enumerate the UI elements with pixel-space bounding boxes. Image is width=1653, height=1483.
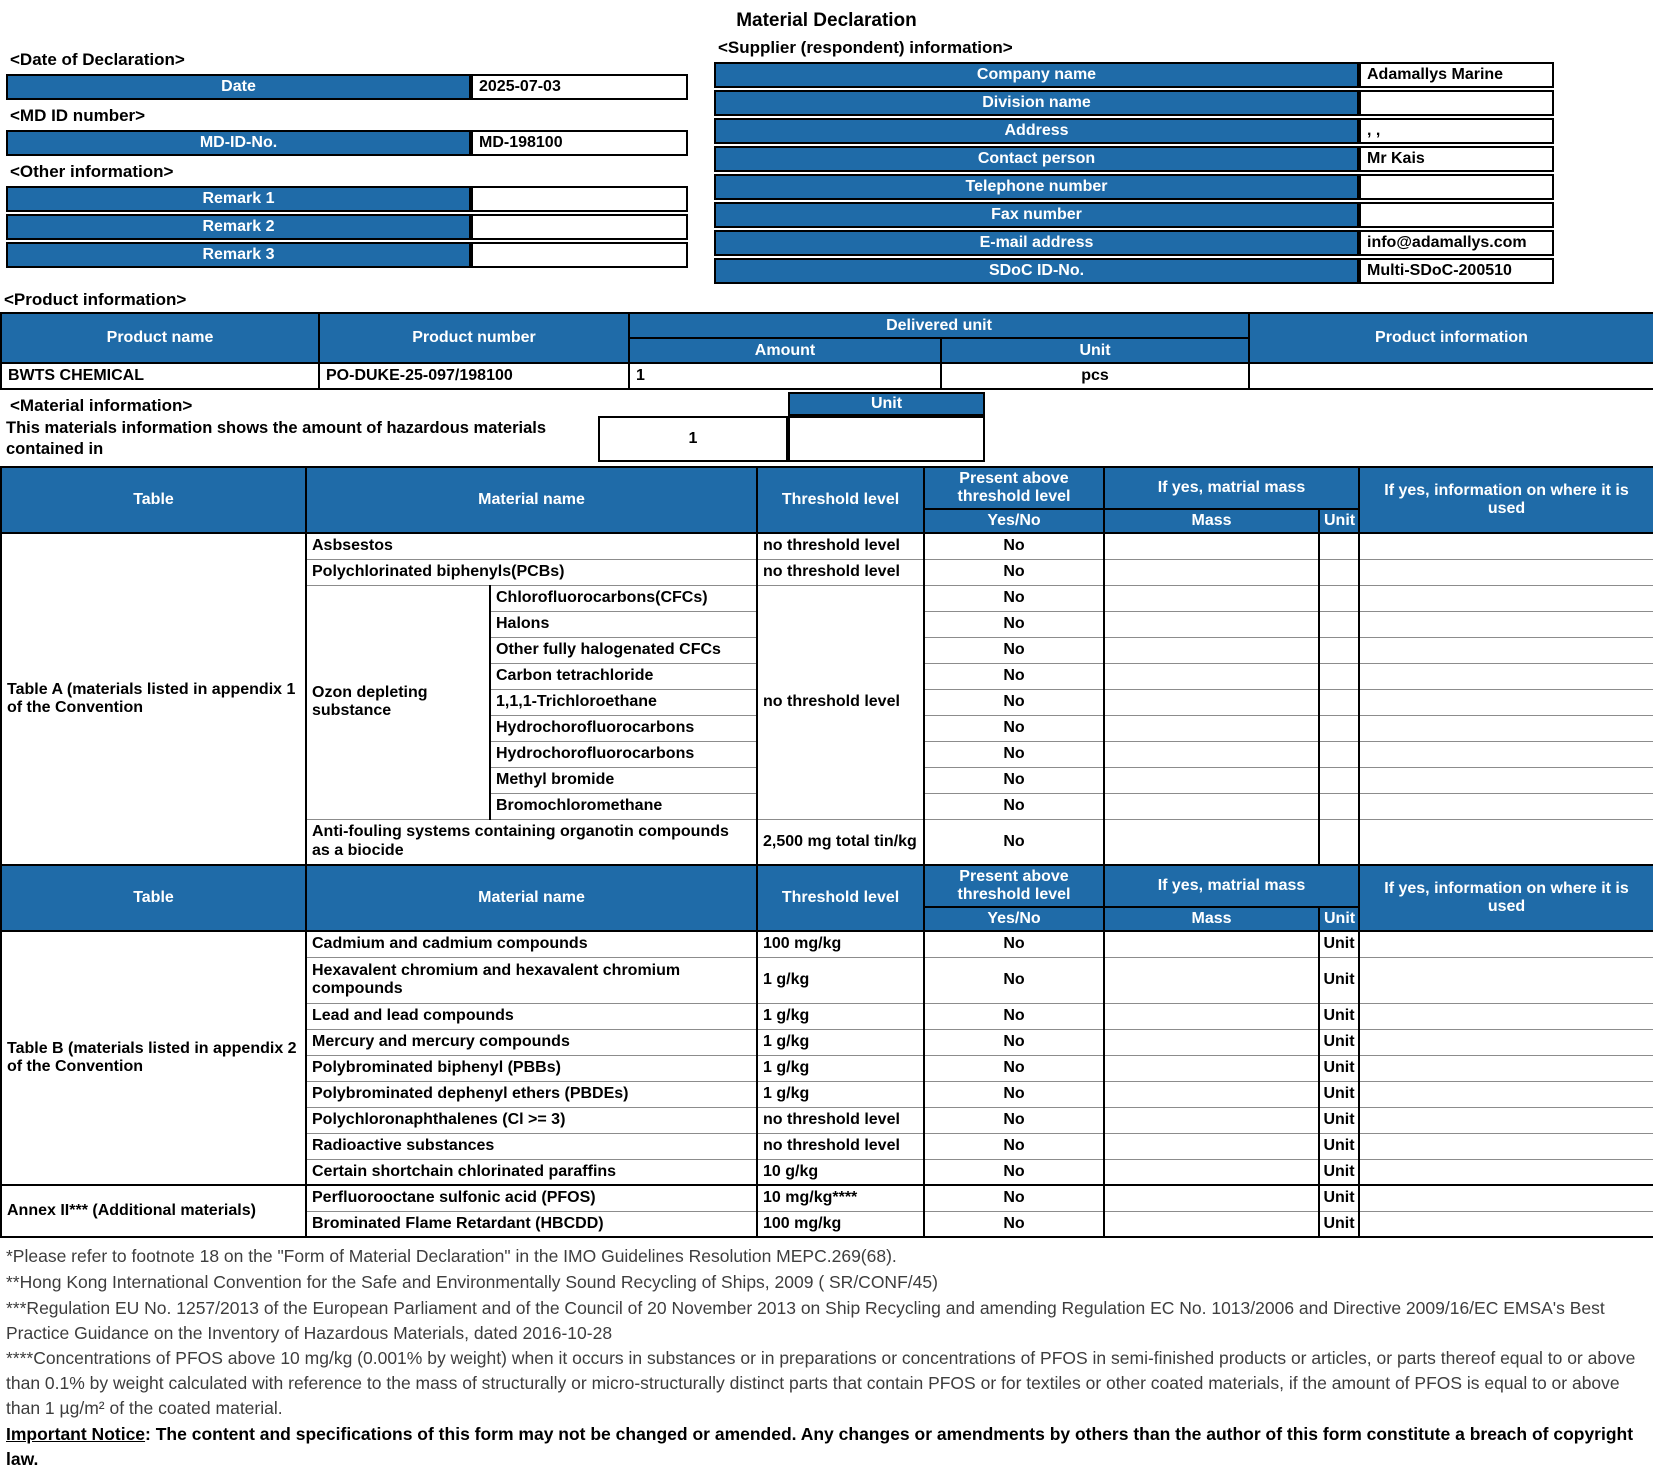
mass-field[interactable] — [1104, 957, 1319, 1003]
table-b-label: Table B (materials listed in appendix 2 of the Convention — [1, 931, 306, 1185]
threshold-cell: 10 g/kg — [757, 1159, 924, 1185]
material-name-cell: Methyl bromide — [490, 767, 757, 793]
col-header-material-name: Material name — [306, 865, 757, 931]
material-name-cell: 1,1,1-Trichloroethane — [490, 689, 757, 715]
where-used-field[interactable] — [1359, 931, 1653, 957]
where-used-field[interactable] — [1359, 611, 1653, 637]
unit-field[interactable] — [1319, 637, 1359, 663]
where-used-field[interactable] — [1359, 767, 1653, 793]
present-field[interactable]: No — [924, 663, 1104, 689]
material-name-cell: Other fully halogenated CFCs — [490, 637, 757, 663]
sdoc-id-field[interactable]: Multi-SDoC-200510 — [1359, 258, 1554, 284]
present-field[interactable]: No — [924, 533, 1104, 559]
col-header-table: Table — [1, 467, 306, 533]
unit-field[interactable]: Unit — [1319, 931, 1359, 957]
unit-cell[interactable]: pcs — [941, 363, 1249, 389]
col-header-present: Present above threshold level — [924, 865, 1104, 907]
present-field[interactable]: No — [924, 819, 1104, 865]
col-header-yes-no: Yes/No — [924, 509, 1104, 533]
where-used-field[interactable] — [1359, 1211, 1653, 1237]
where-used-field[interactable] — [1359, 585, 1653, 611]
material-name-cell: Carbon tetrachloride — [490, 663, 757, 689]
col-header-mass: Mass — [1104, 907, 1319, 931]
unit-field[interactable] — [1319, 663, 1359, 689]
threshold-cell: 100 mg/kg — [757, 1211, 924, 1237]
mass-field[interactable] — [1104, 767, 1319, 793]
unit-field[interactable]: Unit — [1319, 1159, 1359, 1185]
col-header-material-name: Material name — [306, 467, 757, 533]
mass-field[interactable] — [1104, 1185, 1319, 1211]
unit-field[interactable] — [1319, 533, 1359, 559]
contact-person-field[interactable]: Mr Kais — [1359, 146, 1554, 172]
material-name-cell: Polychlorinated biphenyls(PCBs) — [306, 559, 757, 585]
table-row — [1, 363, 1653, 389]
telephone-field[interactable] — [1359, 174, 1554, 200]
division-name-label: Division name — [714, 90, 1359, 116]
threshold-cell: 1 g/kg — [757, 957, 924, 1003]
present-field[interactable]: No — [924, 611, 1104, 637]
sdoc-id-label: SDoC ID-No. — [714, 258, 1359, 284]
footnotes — [6, 1244, 1646, 1472]
table-row — [714, 230, 1554, 256]
left-column — [6, 46, 688, 270]
unit-field[interactable] — [1319, 715, 1359, 741]
material-name-cell: Brominated Flame Retardant (HBCDD) — [306, 1211, 757, 1237]
product-information-header: Product information — [1249, 313, 1653, 363]
unit-field[interactable] — [1319, 767, 1359, 793]
where-used-field[interactable] — [1359, 1081, 1653, 1107]
table-row — [1, 533, 1653, 559]
mass-field[interactable] — [1104, 715, 1319, 741]
ozone-group-label: Ozon depleting substance — [306, 585, 490, 819]
address-label: Address — [714, 118, 1359, 144]
unit-header: Unit — [941, 338, 1249, 363]
present-field[interactable]: No — [924, 585, 1104, 611]
material-name-cell: Bromochloromethane — [490, 793, 757, 819]
table-row — [714, 174, 1554, 200]
present-field[interactable]: No — [924, 767, 1104, 793]
mass-field[interactable] — [1104, 611, 1319, 637]
unit-field[interactable]: Unit — [1319, 1003, 1359, 1029]
date-section-label: <Date of Declaration> — [10, 50, 185, 69]
table-row — [714, 90, 1554, 116]
material-name-cell: Asbsestos — [306, 533, 757, 559]
other-section-label: <Other information> — [10, 162, 174, 181]
product-information-cell[interactable] — [1249, 363, 1653, 389]
footnote-1: *Please refer to footnote 18 on the "Form of Material Declaration" in the IMO Guidelines Resolution MEPC.269(68). — [6, 1246, 897, 1266]
product-name-cell[interactable]: BWTS CHEMICAL — [1, 363, 319, 389]
material-name-cell: Polychloronaphthalenes (Cl >= 3) — [306, 1107, 757, 1133]
table-row — [714, 118, 1554, 144]
present-field[interactable]: No — [924, 1211, 1104, 1237]
address-field[interactable]: , , — [1359, 118, 1554, 144]
threshold-cell: 10 mg/kg**** — [757, 1185, 924, 1211]
col-header-if-yes-mass: If yes, matrial mass — [1104, 467, 1359, 509]
table-row — [714, 62, 1554, 88]
md-id-table — [6, 128, 688, 158]
where-used-field[interactable] — [1359, 663, 1653, 689]
material-name-cell: Anti-fouling systems containing organotin compounds as a biocide — [306, 819, 757, 865]
col-header-where-used: If yes, information on where it is used — [1359, 865, 1653, 931]
remark-1-field[interactable] — [471, 186, 688, 212]
present-field[interactable]: No — [924, 559, 1104, 585]
unit-field[interactable] — [1319, 819, 1359, 865]
remark-1-label: Remark 1 — [6, 186, 471, 212]
table-a-label: Table A (materials listed in appendix 1 of the Convention — [1, 533, 306, 865]
present-field[interactable]: No — [924, 1159, 1104, 1185]
remark-3-label: Remark 3 — [6, 242, 471, 268]
col-header-where-used: If yes, information on where it is used — [1359, 467, 1653, 533]
table-row — [1, 1185, 1653, 1211]
present-field[interactable]: No — [924, 1081, 1104, 1107]
threshold-cell: 1 g/kg — [757, 1055, 924, 1081]
present-field[interactable]: No — [924, 957, 1104, 1003]
delivered-unit-header: Delivered unit — [629, 313, 1249, 338]
threshold-cell: 1 g/kg — [757, 1003, 924, 1029]
material-name-cell: Certain shortchain chlorinated paraffins — [306, 1159, 757, 1185]
important-notice — [6, 1422, 1646, 1472]
remark-2-label: Remark 2 — [6, 214, 471, 240]
mass-field[interactable] — [1104, 741, 1319, 767]
where-used-field[interactable] — [1359, 715, 1653, 741]
present-field[interactable]: No — [924, 1003, 1104, 1029]
company-name-field[interactable]: Adamallys Marine — [1359, 62, 1554, 88]
material-info-note: This materials information shows the amount of hazardous materials contained in — [6, 419, 547, 459]
material-name-cell: Hexavalent chromium and hexavalent chromium compounds — [306, 957, 757, 1003]
col-header-threshold: Threshold level — [757, 467, 924, 533]
footnote-2: **Hong Kong International Convention for the Safe and Environmentally Sound Recycling of Ships, 2009 ( SR/CONF/45) — [6, 1271, 938, 1292]
table-row — [6, 242, 688, 268]
threshold-cell: no threshold level — [757, 559, 924, 585]
unit-field[interactable]: Unit — [1319, 1211, 1359, 1237]
col-header-mass: Mass — [1104, 509, 1319, 533]
unit-field[interactable] — [1319, 559, 1359, 585]
unit-field[interactable]: Unit — [1319, 1185, 1359, 1211]
where-used-field[interactable] — [1359, 559, 1653, 585]
threshold-cell: 2,500 mg total tin/kg — [757, 819, 924, 865]
where-used-field[interactable] — [1359, 533, 1653, 559]
md-id-value-field[interactable]: MD-198100 — [471, 130, 688, 156]
unit-field[interactable] — [1319, 611, 1359, 637]
present-field[interactable]: No — [924, 931, 1104, 957]
material-name-cell: Radioactive substances — [306, 1133, 757, 1159]
telephone-label: Telephone number — [714, 174, 1359, 200]
date-value-field[interactable]: 2025-07-03 — [471, 74, 688, 100]
threshold-cell: 1 g/kg — [757, 1029, 924, 1055]
mass-field[interactable] — [1104, 663, 1319, 689]
where-used-field[interactable] — [1359, 793, 1653, 819]
where-used-field[interactable] — [1359, 689, 1653, 715]
product-name-header: Product name — [1, 313, 319, 363]
table-row — [1, 931, 1653, 957]
mass-field[interactable] — [1104, 931, 1319, 957]
supplier-column — [714, 34, 1556, 286]
threshold-cell: no threshold level — [757, 1107, 924, 1133]
where-used-field[interactable] — [1359, 741, 1653, 767]
threshold-cell: no threshold level — [757, 585, 924, 819]
product-number-cell[interactable]: PO-DUKE-25-097/198100 — [319, 363, 629, 389]
hazard-table — [0, 466, 1653, 1238]
present-field[interactable]: No — [924, 715, 1104, 741]
unit-field[interactable] — [1319, 689, 1359, 715]
present-field[interactable]: No — [924, 637, 1104, 663]
footnote-3: ***Regulation EU No. 1257/2013 of the European Parliament and of the Council of 20 November 2013 on Ship Recycling and amending Regulation EC No. 1013/2006 and Directive 2009/16/EC EMSA's Best Practice Guidance on the Inventory of Hazardous Materials, dated 2016-10-28 — [6, 1297, 1605, 1343]
mass-field[interactable] — [1104, 819, 1319, 865]
where-used-field[interactable] — [1359, 957, 1653, 1003]
annex-label: Annex II*** (Additional materials) — [1, 1185, 306, 1237]
col-header-yes-no: Yes/No — [924, 907, 1104, 931]
material-name-cell: Cadmium and cadmium compounds — [306, 931, 757, 957]
md-section-label: <MD ID number> — [10, 106, 146, 125]
where-used-field[interactable] — [1359, 1107, 1653, 1133]
email-label: E-mail address — [714, 230, 1359, 256]
where-used-field[interactable] — [1359, 1133, 1653, 1159]
col-header-unit: Unit — [1319, 907, 1359, 931]
mass-field[interactable] — [1104, 1133, 1319, 1159]
col-header-unit: Unit — [1319, 509, 1359, 533]
important-notice-label: Important Notice — [6, 1423, 146, 1444]
mass-field[interactable] — [1104, 533, 1319, 559]
col-header-threshold: Threshold level — [757, 865, 924, 931]
supplier-table — [714, 60, 1554, 286]
mass-field[interactable] — [1104, 1055, 1319, 1081]
col-header-if-yes-mass: If yes, matrial mass — [1104, 865, 1359, 907]
mass-field[interactable] — [1104, 793, 1319, 819]
material-name-cell: Polybrominated dephenyl ethers (PBDEs) — [306, 1081, 757, 1107]
present-field[interactable]: No — [924, 741, 1104, 767]
material-name-cell: Halons — [490, 611, 757, 637]
where-used-field[interactable] — [1359, 637, 1653, 663]
material-unit-field[interactable] — [788, 416, 985, 462]
mass-field[interactable] — [1104, 559, 1319, 585]
remarks-table — [6, 184, 688, 270]
threshold-cell: no threshold level — [757, 533, 924, 559]
table-row — [714, 202, 1554, 228]
fax-label: Fax number — [714, 202, 1359, 228]
present-field[interactable]: No — [924, 793, 1104, 819]
product-table — [0, 312, 1653, 390]
col-header-table: Table — [1, 865, 306, 931]
mass-field[interactable] — [1104, 1003, 1319, 1029]
material-name-cell: Hydrochorofluorocarbons — [490, 715, 757, 741]
unit-field[interactable] — [1319, 741, 1359, 767]
unit-field[interactable]: Unit — [1319, 1029, 1359, 1055]
unit-field[interactable]: Unit — [1319, 1055, 1359, 1081]
material-name-cell: Hydrochorofluorocarbons — [490, 741, 757, 767]
company-name-label: Company name — [714, 62, 1359, 88]
mass-field[interactable] — [1104, 585, 1319, 611]
md-id-label: MD-ID-No. — [6, 130, 471, 156]
product-number-header: Product number — [319, 313, 629, 363]
unit-field[interactable] — [1319, 793, 1359, 819]
material-amount-field[interactable]: 1 — [598, 416, 788, 462]
material-info-section — [0, 392, 1653, 462]
material-amount-grid — [598, 392, 985, 462]
page-title: Material Declaration — [736, 10, 917, 31]
unit-field[interactable] — [1319, 585, 1359, 611]
unit-field[interactable]: Unit — [1319, 1107, 1359, 1133]
important-notice-text: : The content and specifications of this form may not be changed or amended. Any changes or amendments by others than the author of this form constitute a breach of copyright law. — [6, 1423, 1634, 1469]
present-field[interactable]: No — [924, 1055, 1104, 1081]
present-field[interactable]: No — [924, 1133, 1104, 1159]
table-row — [6, 186, 688, 212]
where-used-field[interactable] — [1359, 1029, 1653, 1055]
unit-field[interactable]: Unit — [1319, 957, 1359, 1003]
footnote-4: ****Concentrations of PFOS above 10 mg/kg (0.001% by weight) when it occurs in substances or in preparations or concentrations of PFOS in semi-finished products or articles, or parts thereof equal to or above than 0.1% by weight calculated with reference to the mass of structurally or micro-structurally distinct parts that contain PFOS or for textiles or other coated materials, if the amount of PFOS is equal to or above than 1 µg/m² of the coated material. — [6, 1348, 1636, 1419]
present-field[interactable]: No — [924, 1029, 1104, 1055]
threshold-cell: 100 mg/kg — [757, 931, 924, 957]
division-name-field[interactable] — [1359, 90, 1554, 116]
present-field[interactable]: No — [924, 689, 1104, 715]
material-name-cell: Perfluorooctane sulfonic acid (PFOS) — [306, 1185, 757, 1211]
threshold-cell: 1 g/kg — [757, 1081, 924, 1107]
mass-field[interactable] — [1104, 1029, 1319, 1055]
email-field[interactable]: info@adamallys.com — [1359, 230, 1554, 256]
contact-person-label: Contact person — [714, 146, 1359, 172]
where-used-field[interactable] — [1359, 1185, 1653, 1211]
mass-field[interactable] — [1104, 1211, 1319, 1237]
unit-field[interactable]: Unit — [1319, 1081, 1359, 1107]
where-used-field[interactable] — [1359, 1055, 1653, 1081]
where-used-field[interactable] — [1359, 1003, 1653, 1029]
mass-field[interactable] — [1104, 1081, 1319, 1107]
table-row — [6, 214, 688, 240]
supplier-section-label: <Supplier (respondent) information> — [718, 38, 1013, 57]
remark-3-field[interactable] — [471, 242, 688, 268]
threshold-cell: no threshold level — [757, 1133, 924, 1159]
mass-field[interactable] — [1104, 1107, 1319, 1133]
material-name-cell: Chlorofluorocarbons(CFCs) — [490, 585, 757, 611]
present-field[interactable]: No — [924, 1107, 1104, 1133]
col-header-present: Present above threshold level — [924, 467, 1104, 509]
fax-field[interactable] — [1359, 202, 1554, 228]
date-table — [6, 72, 688, 102]
mass-field[interactable] — [1104, 689, 1319, 715]
material-name-cell: Lead and lead compounds — [306, 1003, 757, 1029]
where-used-field[interactable] — [1359, 819, 1653, 865]
mass-field[interactable] — [1104, 637, 1319, 663]
mass-field[interactable] — [1104, 1159, 1319, 1185]
product-section-label: <Product information> — [4, 290, 187, 309]
where-used-field[interactable] — [1359, 1159, 1653, 1185]
material-name-cell: Mercury and mercury compounds — [306, 1029, 757, 1055]
table-row — [714, 146, 1554, 172]
date-label: Date — [6, 74, 471, 100]
remark-2-field[interactable] — [471, 214, 688, 240]
material-name-cell: Polybrominated biphenyl (PBBs) — [306, 1055, 757, 1081]
table-row — [714, 258, 1554, 284]
present-field[interactable]: No — [924, 1185, 1104, 1211]
material-section-label: <Material information> — [10, 396, 193, 415]
top-section — [0, 34, 1653, 286]
material-unit-header: Unit — [788, 392, 985, 416]
unit-field[interactable]: Unit — [1319, 1133, 1359, 1159]
amount-cell[interactable]: 1 — [629, 363, 941, 389]
amount-header: Amount — [629, 338, 941, 363]
